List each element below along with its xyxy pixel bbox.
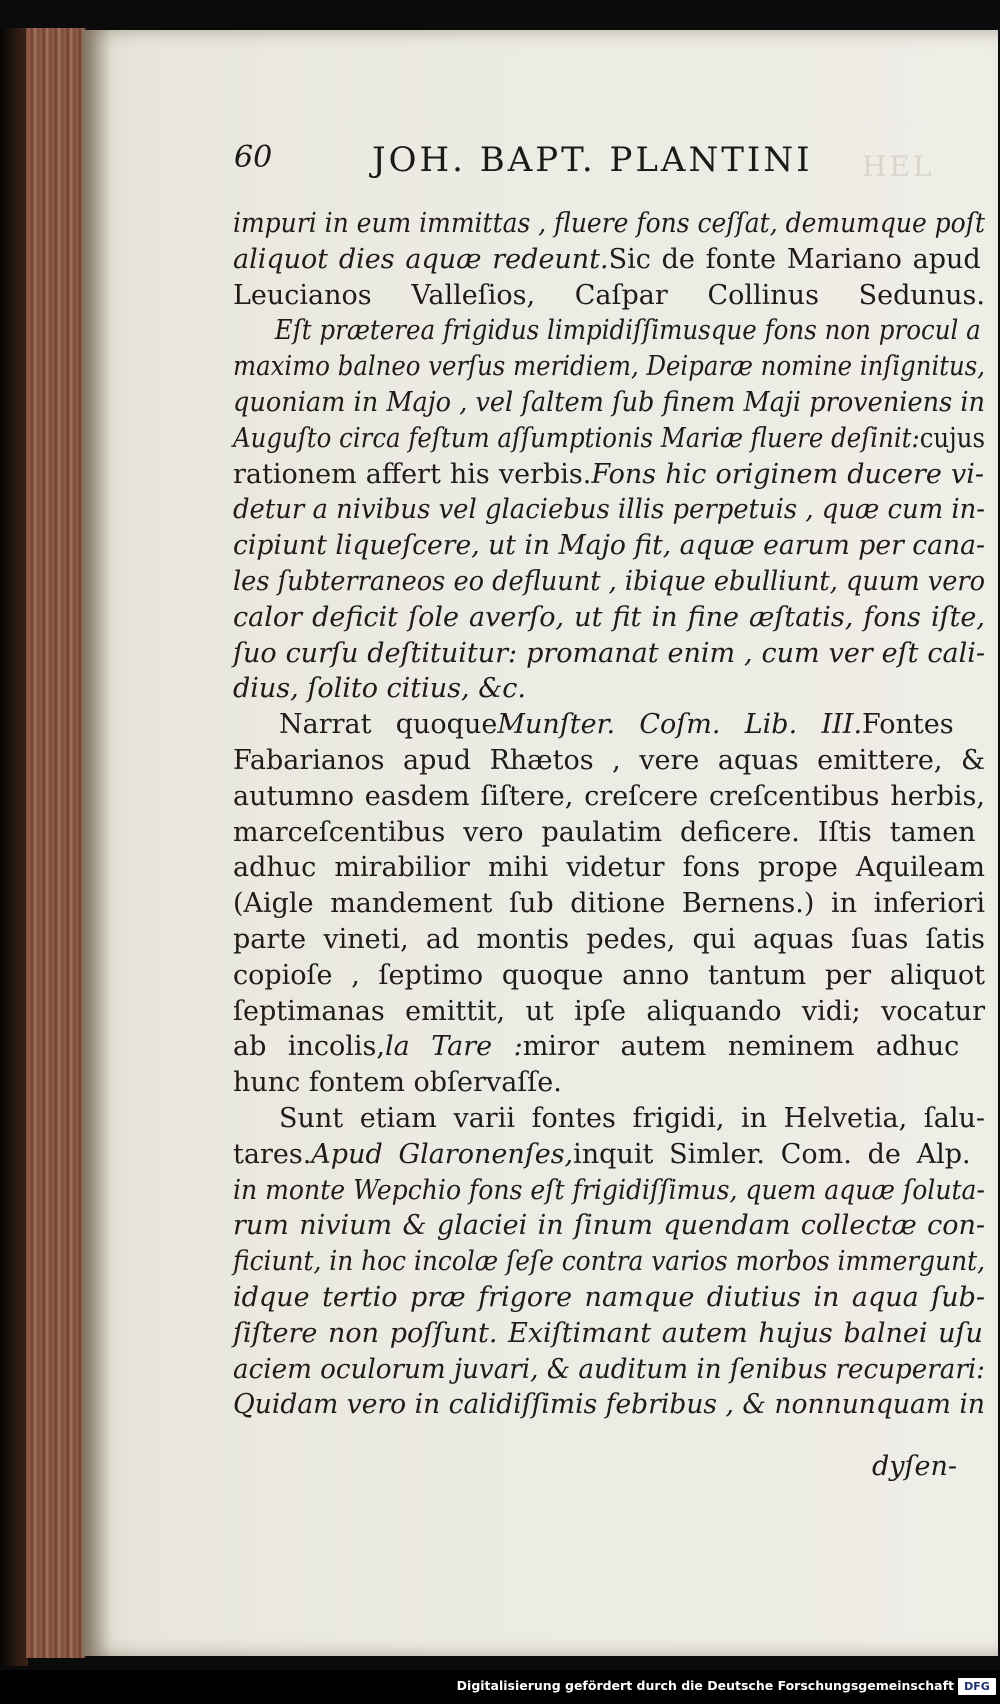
roman-text: Fontes [862, 709, 954, 741]
italic-text: dius, ſolito citius, &c. [233, 673, 526, 705]
roman-text: ab incolis, [233, 1031, 385, 1063]
running-head [234, 140, 830, 184]
italic-text: Auguſto circa feſtum aſſumptionis Mariæ fluere deſinit: [233, 422, 920, 454]
italic-text: aciem oculorum juvari, & auditum in ſenibus recuperari: [233, 1353, 985, 1385]
text-line [233, 385, 985, 421]
page-edges [26, 28, 86, 1658]
italic-text: detur a nivibus vel glaciebus illis perpetuis , quæ cum in- [233, 494, 985, 526]
italic-text: Eſt præterea frigidus limpidiſſimusque fons non procul a [274, 315, 981, 347]
italic-text: cipiunt liqueſcere, ut in Majo fit, aquæ earum per cana- [233, 530, 985, 562]
roman-text: Fabarianos apud Rhætos , vere aquas emittere, & [233, 744, 985, 776]
roman-text: Leucianos Valleſios, Caſpar Collinus Sedunus. [233, 279, 985, 311]
text-line [233, 1065, 985, 1101]
text-line [233, 349, 985, 385]
text-block [233, 206, 985, 1423]
text-line [233, 206, 985, 242]
text-line [233, 1208, 985, 1244]
text-line [233, 958, 985, 994]
italic-text: idque tertio præ frigore namque diutius in aqua ſub- [233, 1281, 985, 1313]
text-line [233, 600, 985, 636]
roman-text: ſeptimanas emittit, ut ipſe aliquando vidi; vocatur [233, 995, 985, 1027]
text-line [233, 1280, 985, 1316]
text-line [233, 1352, 985, 1388]
roman-text: parte vineti, ad montis pedes, qui aquas ſuas ſatis [233, 923, 985, 955]
roman-text: cujus [919, 422, 985, 454]
roman-text: inquit Simler. Com. de Alp. [573, 1138, 971, 1170]
footer-bar [0, 1670, 1000, 1704]
text-line [233, 1173, 985, 1209]
text-line [233, 636, 985, 672]
text-line [233, 994, 985, 1030]
italic-text: la Tare : [384, 1031, 523, 1063]
text-line [233, 457, 985, 493]
text-line [233, 886, 985, 922]
italic-text: rum nivium & glaciei in ſinum quendam collectæ con- [233, 1210, 985, 1242]
roman-text: copioſe , ſeptimo quoque anno tantum per aliquot [233, 959, 985, 991]
text-line [233, 564, 985, 600]
text-line [233, 1137, 985, 1173]
text-line [233, 421, 985, 457]
roman-text: Sunt etiam varii fontes frigidi, in Helvetia, ſalu- [279, 1102, 985, 1134]
book-title: JOH. BAPT. PLANTINI [372, 140, 813, 180]
text-line [233, 922, 985, 958]
roman-text: tares. [233, 1138, 312, 1170]
funding-notice: Digitalisierung gefördert durch die Deutsche Forschungsgemeinschaft [456, 1678, 954, 1693]
book-binding [0, 28, 28, 1666]
text-line [233, 313, 981, 349]
italic-text: Fons hic originem ducere vi- [591, 458, 984, 490]
italic-text: aliquot dies aquæ redeunt. [233, 243, 609, 275]
italic-text: impuri in eum immittas , fluere fons ceſſat, demumque poſt [233, 208, 985, 239]
roman-text: miror autem neminem adhuc [522, 1031, 960, 1063]
bleed-through-text: HEL [862, 150, 935, 183]
text-line [233, 815, 985, 851]
italic-text: maximo balneo verſus meridiem, Deiparæ nomine inſignitus, [233, 351, 985, 383]
italic-text: Apud Glaronenſes, [311, 1138, 574, 1170]
text-line [233, 528, 985, 564]
roman-text: marceſcentibus vero paulatim deficere. Iſtis tamen [233, 816, 976, 848]
italic-text: ſuo curſu deſtituitur: promanat enim , cum ver eſt cali- [233, 637, 985, 669]
roman-text: autumno easdem ſiſtere, creſcere creſcentibus herbis, [233, 780, 985, 812]
text-line [233, 779, 985, 815]
text-line [233, 707, 985, 743]
text-line [233, 671, 985, 707]
italic-text: quoniam in Majo , vel ſaltem ſub finem Maji proveniens in [233, 386, 985, 418]
roman-text: (Aigle mandement ſub ditione Bernens.) in inferiori [233, 888, 985, 920]
roman-text: adhuc mirabilior mihi videtur fons prope Aquileam [233, 852, 985, 884]
text-line [233, 1244, 985, 1280]
roman-text: rationem affert his verbis. [233, 458, 592, 490]
italic-text: ficiunt, in hoc incolæ ſeſe contra varios morbos immergunt, [233, 1246, 985, 1278]
italic-text: les ſubterraneos eo defluunt , ibique ebulliunt, quum vero [233, 565, 985, 597]
dfg-logo-icon: DFG [958, 1678, 996, 1695]
italic-text: in monte Wepchio fons eſt frigidiſſimus, quem aquæ ſoluta- [233, 1174, 985, 1206]
text-line [233, 492, 985, 528]
text-line [233, 242, 985, 278]
text-line [233, 278, 985, 314]
italic-text: Quidam vero in calidiſſimis febribus , & nonnunquam in [233, 1389, 985, 1421]
italic-text: ſiſtere non poſſunt. Exiſtimant autem hujus balnei uſu [233, 1317, 983, 1349]
text-line [233, 1387, 985, 1423]
text-line [233, 743, 985, 779]
gutter-shadow [82, 30, 112, 1656]
text-line [233, 1029, 985, 1065]
italic-text: Munſter. Coſm. Lib. III. [497, 709, 863, 741]
page-number: 60 [234, 140, 273, 175]
roman-text: Sic de fonte Mariano apud [608, 243, 981, 275]
roman-text: Narrat quoque [279, 709, 498, 741]
italic-text: calor deficit ſole averſo, ut fit in fine æſtatis, fons iſte, [233, 601, 985, 633]
catchword: dyſen- [871, 1451, 957, 1482]
text-line [233, 850, 985, 886]
text-line [233, 1101, 985, 1137]
text-line [233, 1316, 985, 1352]
roman-text: hunc fontem obſervaſſe. [233, 1067, 562, 1099]
